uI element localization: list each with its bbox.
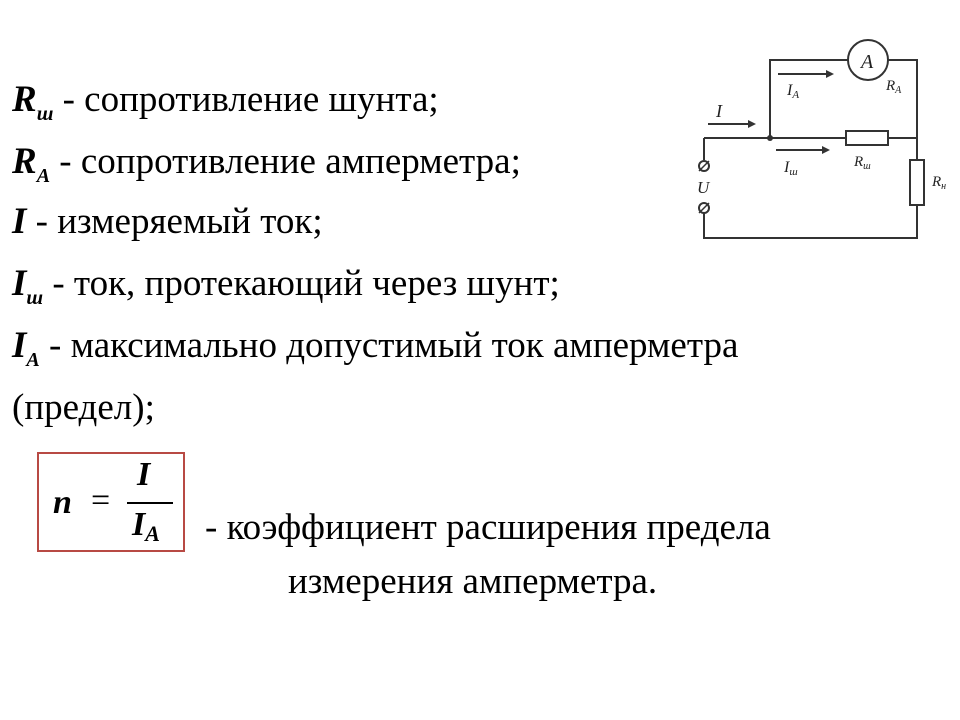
definition-text: - ток, протекающий через шунт; [43, 263, 560, 304]
shunt-circuit-diagram [680, 30, 960, 250]
arrow-head-IA [826, 70, 834, 78]
formula-denominator [132, 506, 160, 547]
label-IA: IA [787, 82, 800, 101]
definition-text: - измеряемый ток; [26, 201, 323, 242]
symbol: R [12, 79, 37, 120]
formula-description-line2: измерения амперметра. [288, 561, 658, 602]
fraction-bar [127, 502, 173, 504]
symbol: R [12, 141, 37, 182]
symbol-subscript: ш [36, 103, 54, 125]
label-Ish: Iш [784, 159, 798, 178]
definition-shunt-current [12, 262, 560, 320]
definition-shunt-resistance [12, 78, 439, 136]
formula-equals: = [91, 482, 111, 519]
symbol-subscript: A [36, 165, 51, 187]
label-U: U [697, 178, 710, 197]
shunt-resistor [846, 131, 888, 145]
ammeter-label: A [861, 51, 874, 73]
formula-box [37, 452, 185, 552]
junction-node [767, 135, 773, 141]
formula-numerator: I [137, 456, 151, 493]
definition-text: - сопротивление амперметра; [50, 141, 521, 182]
load-resistor [910, 160, 924, 205]
formula-description-line1: - коэффициент расширения предела [205, 507, 771, 548]
symbol: I [12, 201, 27, 242]
formula-lhs: n [53, 484, 72, 521]
symbol: I [12, 325, 27, 366]
definition-text: - сопротивление шунта; [53, 79, 439, 120]
wire-shunt-right [888, 138, 917, 160]
definition-ammeter-max-current [12, 324, 738, 382]
wire-top-right [888, 60, 917, 138]
symbol-subscript: ш [26, 287, 44, 309]
definition-continuation: (предел); [12, 387, 155, 428]
definition-measured-current [12, 200, 323, 258]
wire-top [770, 60, 848, 138]
label-RA: $R_A$ [886, 78, 902, 96]
symbol: I [12, 263, 27, 304]
label-I: I [716, 101, 722, 121]
definition-ammeter-resistance [12, 140, 521, 198]
wire-load-bottom [704, 205, 917, 238]
arrow-head-Ish [822, 146, 830, 154]
formula-denominator-subscript: A [145, 521, 160, 546]
label-Rn: $R_н$ [932, 174, 947, 192]
arrow-head-I [748, 120, 756, 128]
formula-denominator-symbol: I [132, 506, 146, 543]
label-Rsh: $R_ш$ [854, 154, 871, 172]
definition-text: - максимально допустимый ток амперметра [39, 325, 739, 366]
symbol-subscript: A [26, 349, 40, 371]
